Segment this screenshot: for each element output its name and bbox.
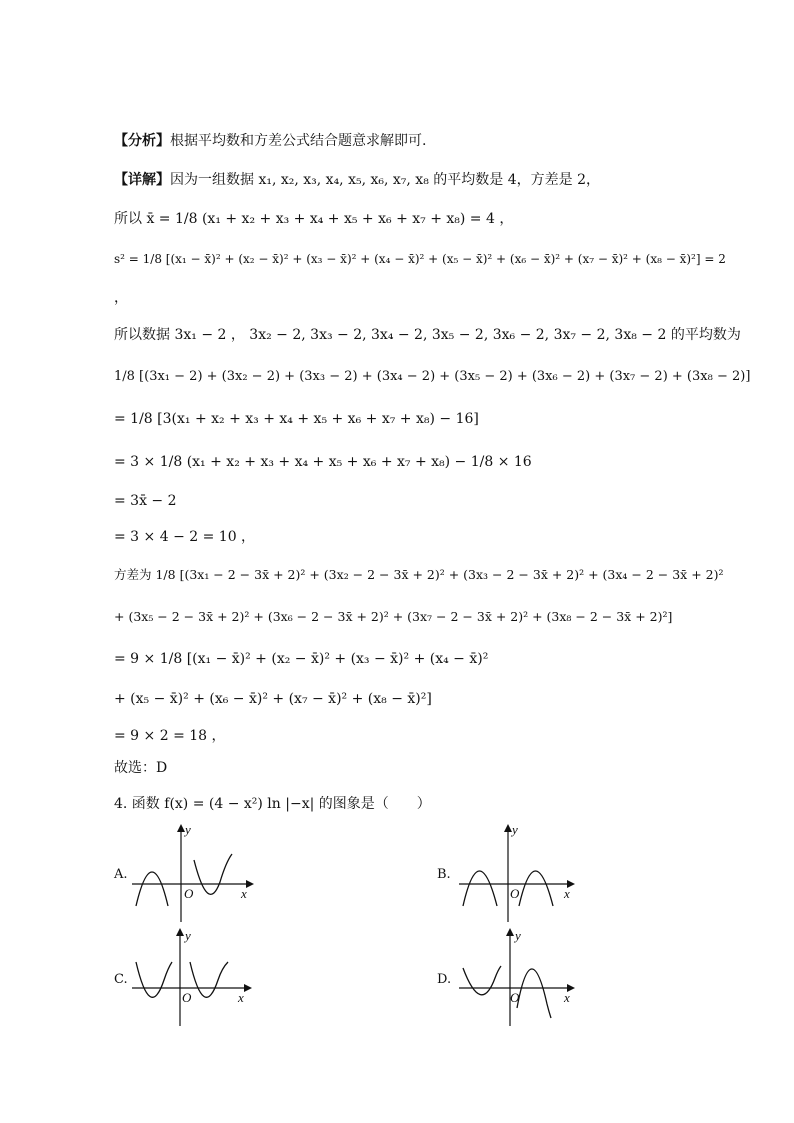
mean-line: 所以 x̄ = 1/8 (x₁ + x₂ + x₃ + x₄ + x₅ + x₆ + x₇ + x₈) = 4 ， xyxy=(114,211,514,227)
analysis-text: 根据平均数和方差公式结合题意求解即可. xyxy=(170,133,427,149)
option-c-label: C. xyxy=(114,972,128,987)
option-a-graph xyxy=(128,820,258,925)
option-d-label: D. xyxy=(437,972,452,987)
new-variance-line-1: 方差为 1/8 [(3x₁ − 2 − 3x̄ + 2)² + (3x₂ − 2 − 3x̄ + 2)² + (3x₃ − 2 − 3x̄ + 2)² + (3x₄ − 2 − 3x̄ + 2)² xyxy=(114,567,724,582)
option-a-label: A. xyxy=(114,867,128,882)
analysis-paragraph xyxy=(114,132,426,150)
answer-line: 故选：D xyxy=(114,760,168,776)
new-variance-line-2: + (3x₅ − 2 − 3x̄ + 2)² + (3x₆ − 2 − 3x̄ + 2)² + (3x₇ − 2 − 3x̄ + 2)² + (3x₈ − 2 − 3x̄ + 2)²] xyxy=(114,609,673,624)
option-a-y-label: y xyxy=(185,822,191,837)
option-c-origin-label: O xyxy=(182,990,192,1005)
option-b-origin-label: O xyxy=(510,886,520,901)
option-c-y-label: y xyxy=(185,928,191,943)
step-line-1: = 1/8 [3(x₁ + x₂ + x₃ + x₄ + x₅ + x₆ + x₇ + x₈) − 16] xyxy=(114,411,479,427)
option-b-label: B. xyxy=(437,867,451,882)
detail-text: 因为一组数据 x₁, x₂, x₃, x₄, x₅, x₆, x₇, x₈ 的平均数是 4，方差是 2， xyxy=(170,172,600,188)
option-a-origin-label: O xyxy=(184,886,194,901)
option-c-graph xyxy=(128,922,258,1030)
new-variance-line-3: = 9 × 1/8 [(x₁ − x̄)² + (x₂ − x̄)² + (x₃ − x̄)² + (x₄ − x̄)² xyxy=(114,651,489,667)
step-line-2: = 3 × 1/8 (x₁ + x₂ + x₃ + x₄ + x₅ + x₆ + x₇ + x₈) − 1/8 × 16 xyxy=(114,454,532,470)
new-variance-result: = 9 × 2 = 18 ， xyxy=(114,728,226,744)
detail-label: 【详解】 xyxy=(114,172,170,188)
question-4: 4. 函数 f(x) = (4 − x²) ln |−x| 的图象是（ ） xyxy=(114,796,431,812)
option-b-graph xyxy=(455,820,580,925)
step-line-4: = 3 × 4 − 2 = 10 ， xyxy=(114,529,256,545)
new-variance-line-4: + (x₅ − x̄)² + (x₆ − x̄)² + (x₇ − x̄)² + (x₈ − x̄)²] xyxy=(114,691,432,707)
option-d-y-label: y xyxy=(515,928,521,943)
option-c-x-label: x xyxy=(238,990,244,1005)
detail-paragraph xyxy=(114,171,600,189)
option-b-y-label: y xyxy=(512,822,518,837)
variance-line: s² = 1/8 [(x₁ − x̄)² + (x₂ − x̄)² + (x₃ − x̄)² + (x₄ − x̄)² + (x₅ − x̄)² + (x₆ − x̄)² + (x₇ − x̄)² + (x₈ − x̄)²] = 2 xyxy=(114,252,726,266)
option-a-x-label: x xyxy=(241,886,247,901)
comma-line: ， xyxy=(114,290,128,306)
option-b-x-label: x xyxy=(564,886,570,901)
option-d-origin-label: O xyxy=(510,990,520,1005)
option-d-graph xyxy=(455,922,580,1030)
new-mean-sum-line: 1/8 [(3x₁ − 2) + (3x₂ − 2) + (3x₃ − 2) + (3x₄ − 2) + (3x₅ − 2) + (3x₆ − 2) + (3x₇ − 2) + (3x₈ − 2)] xyxy=(114,369,751,384)
new-data-line: 所以数据 3x₁ − 2 ， 3x₂ − 2, 3x₃ − 2, 3x₄ − 2, 3x₅ − 2, 3x₆ − 2, 3x₇ − 2, 3x₈ − 2 的平均数为 xyxy=(114,327,741,343)
option-d-x-label: x xyxy=(564,990,570,1005)
step-line-3: = 3x̄ − 2 xyxy=(114,493,177,509)
analysis-label: 【分析】 xyxy=(114,133,170,149)
